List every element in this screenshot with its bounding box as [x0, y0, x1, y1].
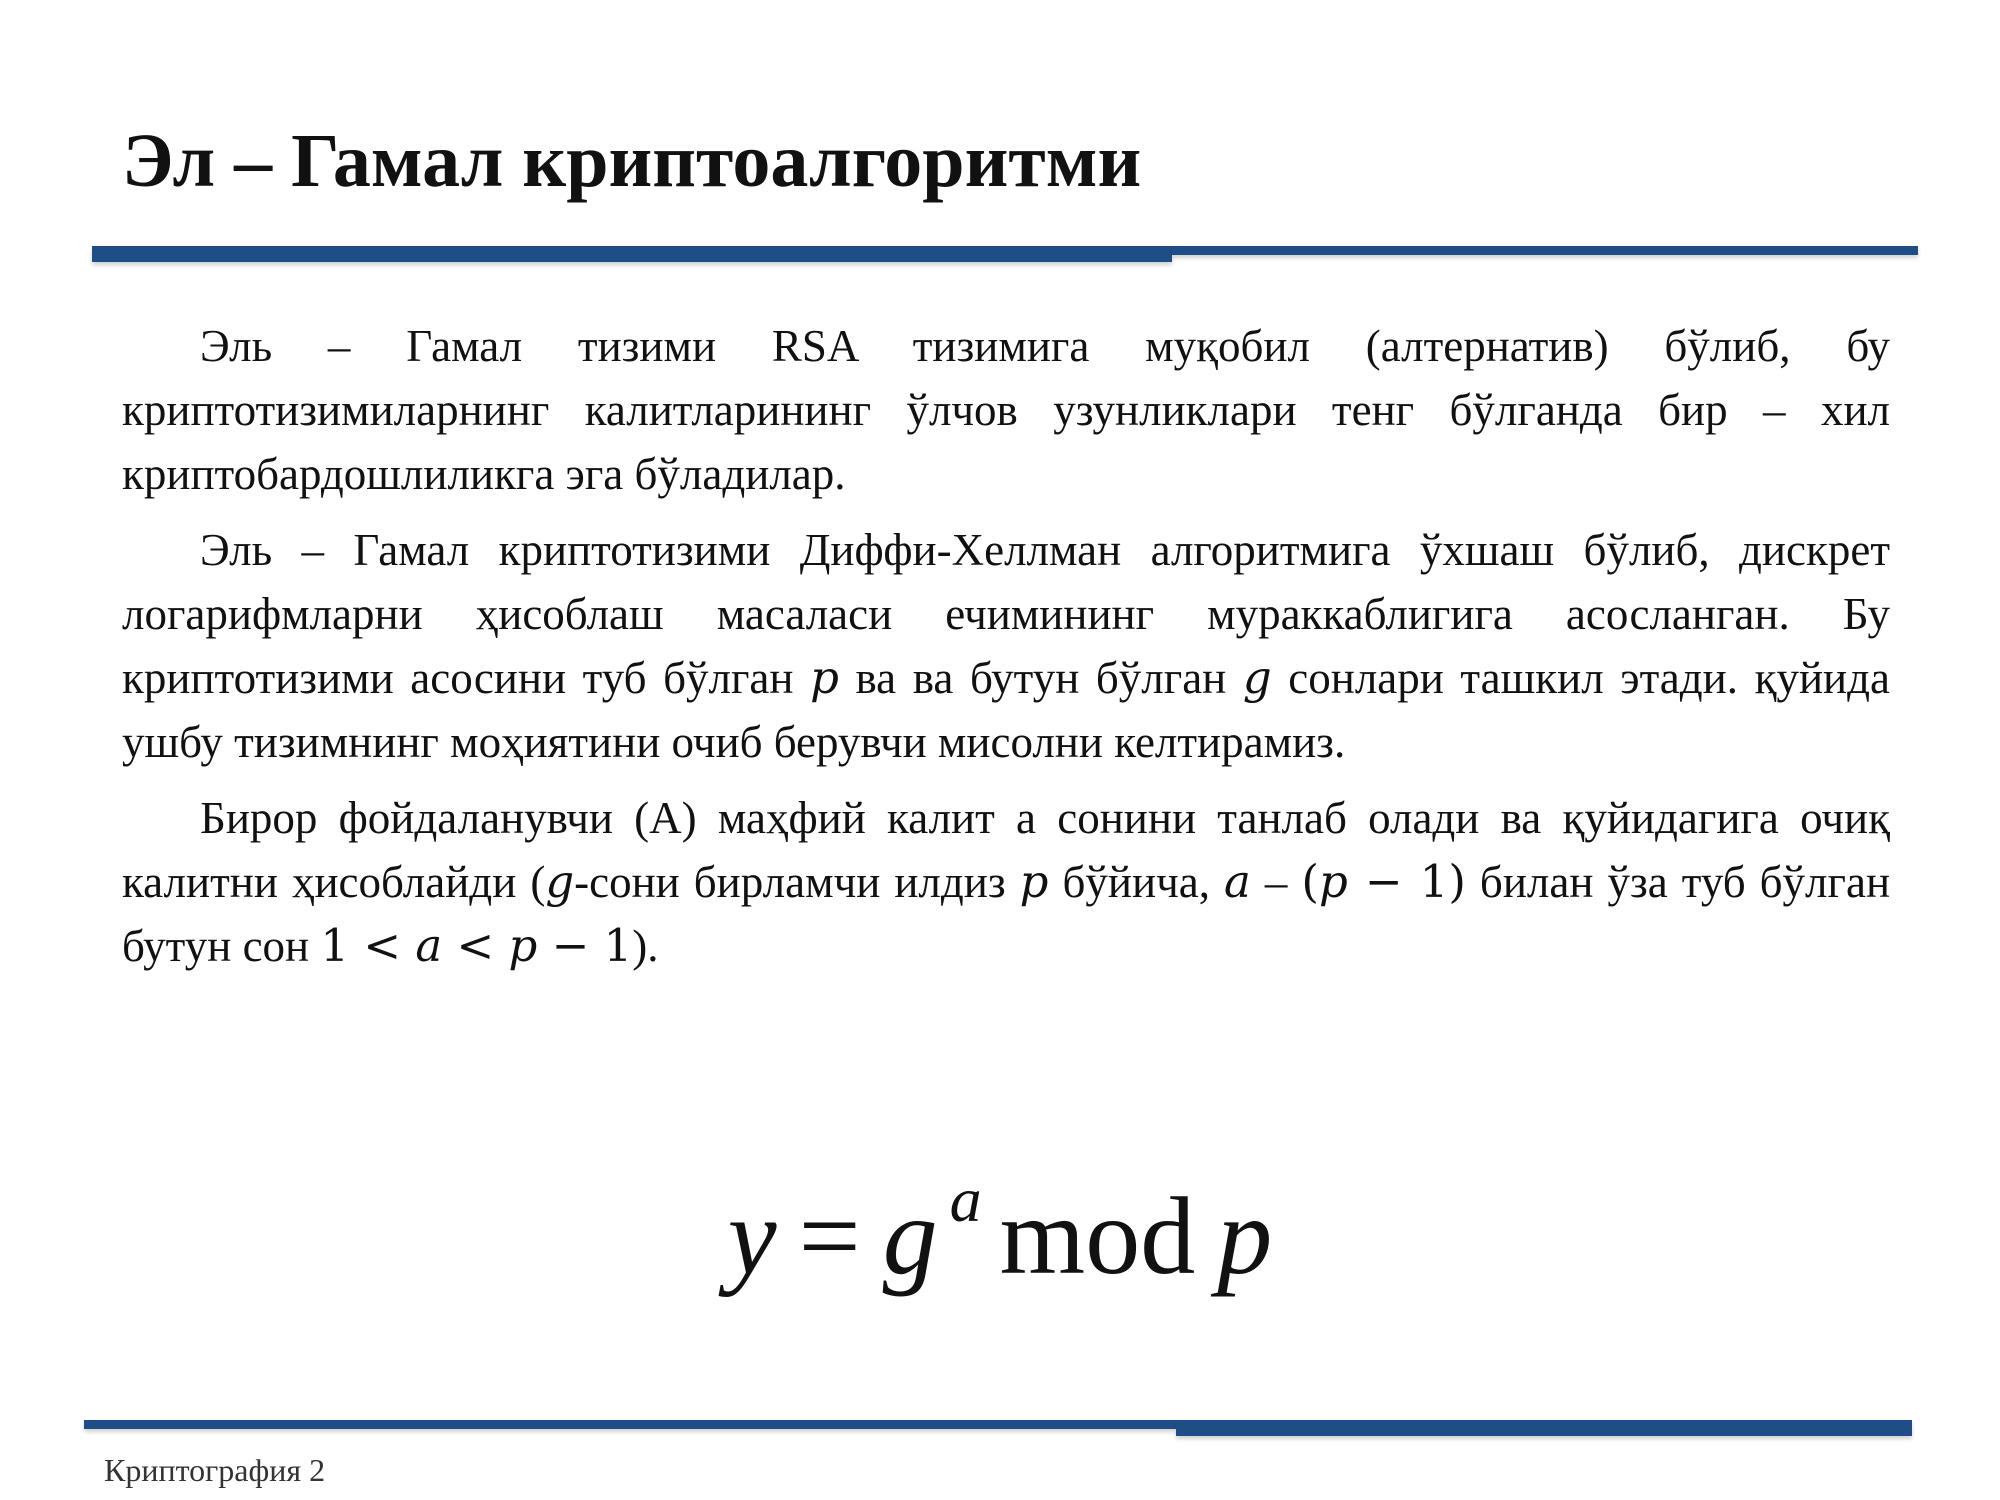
math-var-a: a	[415, 919, 443, 972]
paragraph-2-text-c: сонлари ташкил этади. қуйида ушбу тизимнинг моҳиятини очиб берувчи мисолни келтирамиз.	[122, 653, 1890, 767]
title-divider-thin	[1172, 246, 1918, 255]
footer-divider-thick	[1176, 1420, 1912, 1436]
paragraph-3-end: ).	[632, 921, 659, 971]
formula-mod: mod	[999, 1175, 1196, 1297]
footer-divider-thin	[84, 1420, 1176, 1429]
math-var-p: p	[1019, 855, 1049, 908]
paragraph-elgamal-key	[122, 786, 1890, 978]
paragraph-2-text-b: ва ва бутун бўлган	[838, 653, 1243, 703]
slide-body	[122, 314, 1890, 990]
paragraph-elgamal-intro	[122, 314, 1890, 506]
math-paren-open: (	[1301, 855, 1319, 908]
paragraph-3-text-c: бўйича,	[1048, 857, 1224, 907]
paragraph-3-text-b: -сони бирламчи илдиз	[574, 857, 1020, 907]
math-var-g: g	[1242, 651, 1272, 704]
paragraph-3-text-d: билан ўза туб бўлган бутун сон	[122, 857, 1891, 971]
formula-equals: =	[798, 1175, 861, 1297]
paragraph-3-dash: –	[1250, 857, 1302, 907]
paragraph-2-text-a: Эль – Гамал криптотизими Диффи-Хеллман алгоритмига ўхшаш бўлиб, дискрет логарифмларни ҳисоблаш масаласи ечимининг мураккаблигига асосланган. Бу криптотизими асосини туб бўлган	[122, 525, 1890, 703]
math-var-a: a	[1223, 855, 1251, 908]
math-var-p: p	[810, 651, 839, 704]
math-less-than: <	[442, 919, 509, 972]
math-minus-one: − 1	[537, 919, 633, 972]
math-minus-one: − 1)	[1347, 855, 1466, 908]
title-divider-thick	[92, 246, 1172, 262]
math-var-g: g	[545, 855, 575, 908]
math-var-p: p	[508, 919, 538, 972]
formula-p: p	[1217, 1175, 1273, 1297]
formula-y: y	[727, 1175, 777, 1297]
formula-exponent-a: a	[949, 1164, 982, 1235]
footer-label: Криптография 2	[104, 1452, 326, 1488]
formula-g: g	[882, 1175, 938, 1297]
elgamal-public-key-formula	[0, 1130, 2000, 1306]
math-ineq-lower: 1 <	[320, 919, 416, 972]
slide-title: Эл – Гамал криптоалгоритми	[122, 119, 1142, 203]
math-var-p: p	[1318, 855, 1348, 908]
paragraph-3-text-a: Бирор фойдаланувчи (А) маҳфий калит а сонини танлаб олади ва қуйидагига очиқ калитни ҳисоблайди (	[122, 793, 1890, 907]
paragraph-elgamal-basis	[122, 518, 1890, 774]
paragraph-1-text: Эль – Гамал тизими RSA тизимига муқобил (алтернатив) бўлиб, бу криптотизимиларнинг калитларининг ўлчов узунликлари тенг бўлганда бир – хил криптобардошлиликга эга бўладилар.	[122, 321, 1890, 499]
